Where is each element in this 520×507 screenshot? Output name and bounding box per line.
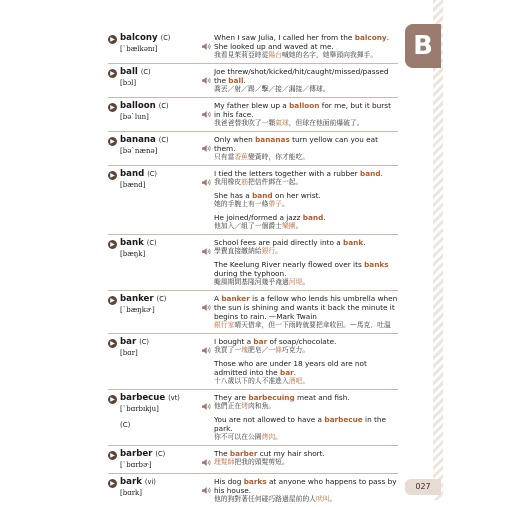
highlighted-term: band <box>359 169 381 178</box>
speaker-icon[interactable] <box>202 35 211 42</box>
text-segment: When I saw Julia, I called her from the <box>214 33 355 42</box>
text-segment: Joe threw/shot/kicked/hit/caught/missed/passed the <box>214 67 389 85</box>
highlighted-term: balloon <box>289 101 320 110</box>
entry-body <box>202 337 398 386</box>
example-chinese <box>214 377 398 386</box>
highlighted-term: band <box>302 213 324 222</box>
text-segment: . <box>243 76 246 85</box>
text-segment: . <box>380 169 383 178</box>
bullet-icon: ▶ <box>108 479 117 488</box>
headword-text: balcony <box>120 33 158 43</box>
example-english <box>214 238 398 247</box>
example-chinese <box>214 433 398 442</box>
highlighted-term: 陽台 <box>268 51 282 59</box>
highlighted-term: barbecue <box>324 415 363 424</box>
headword <box>120 169 202 180</box>
part-of-speech: (C) <box>139 338 149 346</box>
entry-bark <box>108 474 398 507</box>
entry-head <box>108 33 202 60</box>
example-chinese <box>214 119 398 128</box>
highlighted-term: 理髮師 <box>214 458 235 466</box>
bullet-icon: ▶ <box>108 240 117 249</box>
speaker-icon[interactable] <box>202 240 211 247</box>
bullet-icon: ▶ <box>108 35 117 44</box>
bullet-icon: ▶ <box>108 339 117 348</box>
example-chinese <box>214 247 398 256</box>
entry-head <box>108 238 202 287</box>
headword-text: banker <box>120 294 154 304</box>
entry-balloon <box>108 98 398 132</box>
example-chinese <box>214 278 398 287</box>
entry-body <box>202 135 398 162</box>
entry-body <box>202 449 398 470</box>
example <box>214 260 398 287</box>
highlighted-term: 香蕉 <box>234 153 248 161</box>
text-segment: A <box>214 294 222 303</box>
text-segment: 颱風期間基隆河幾乎淹過 <box>214 278 289 286</box>
text-segment: 喬丟／射／踢／擊／接／漏接／傳球。 <box>214 85 330 93</box>
highlighted-term: 塊 <box>241 346 248 354</box>
text-segment: 晴天借傘，但一下雨時就要把傘收回。—馬克．吐溫 <box>234 321 391 329</box>
entry-head <box>108 101 202 128</box>
example-english <box>214 101 398 119</box>
bullet-icon: ▶ <box>108 395 117 404</box>
text-segment: 。 <box>302 278 310 286</box>
headword-text: bark <box>120 477 142 487</box>
entry-balcony <box>108 30 398 64</box>
headword <box>120 393 202 404</box>
example-english <box>214 415 398 433</box>
headword <box>120 135 202 146</box>
highlighted-term: banks <box>364 260 389 269</box>
example <box>214 238 398 256</box>
example-english <box>214 477 398 495</box>
text-segment: 把信件綁在一起。 <box>247 178 303 186</box>
bullet-icon: ▶ <box>108 137 117 146</box>
text-segment: 把我的頭髮剪短。 <box>234 458 289 466</box>
text-segment: 他們正在 <box>214 402 242 410</box>
headword-text: bank <box>120 238 144 248</box>
text-segment: at anyone who happens to pass by his house. <box>214 477 397 495</box>
headword <box>120 67 202 78</box>
entry-banker <box>108 291 398 334</box>
highlighted-term: 吠叫 <box>315 495 330 503</box>
example-english <box>214 191 398 200</box>
phonetic: [ˋbæŋkɚ] <box>120 306 155 314</box>
headword-text: band <box>120 169 145 179</box>
entry-head <box>108 294 202 330</box>
highlighted-term: 帶子 <box>268 200 282 208</box>
speaker-icon[interactable] <box>202 103 211 110</box>
phonetic: [bɑr] <box>120 349 138 357</box>
entry-barber <box>108 446 398 474</box>
text-segment: Only when <box>214 135 256 144</box>
example <box>214 213 398 231</box>
speaker-icon[interactable] <box>202 137 211 144</box>
highlighted-term: bank <box>343 238 364 247</box>
example-english <box>214 135 398 153</box>
phonetic: [bəˋnænə] <box>120 147 158 155</box>
text-segment: They are <box>214 393 249 402</box>
text-segment: I tied the letters together with a rubber <box>214 169 360 178</box>
text-segment: . <box>323 213 326 222</box>
headword <box>120 337 202 348</box>
headword-text: barber <box>120 449 153 459</box>
phonetic: [ˋbɑrbɚ] <box>120 461 152 469</box>
text-segment: meat and fish. <box>294 393 350 402</box>
example-chinese <box>214 346 398 355</box>
phonetic: [bæŋk] <box>120 250 146 258</box>
entry-body <box>202 393 398 442</box>
entry-body <box>202 169 398 231</box>
highlighted-term: 銀行家 <box>214 321 235 329</box>
text-segment: ，但球在他面前爆破了。 <box>288 119 364 127</box>
part-of-speech: (C) <box>158 102 169 110</box>
text-segment: 肉和魚。 <box>247 402 276 410</box>
highlighted-term: 樂團 <box>281 222 296 230</box>
example-english <box>214 33 398 51</box>
text-segment: . <box>293 368 297 377</box>
example-english <box>214 359 398 377</box>
speaker-icon[interactable] <box>202 395 211 402</box>
part-of-speech: (C) <box>156 295 167 303</box>
speaker-icon[interactable] <box>202 479 211 486</box>
phonetic: [bɔl] <box>120 79 137 87</box>
part-of-speech: (C) <box>146 239 157 247</box>
headword <box>120 449 202 460</box>
text-segment: You are not allowed to have a <box>214 415 325 424</box>
part-of-speech: (C) <box>160 34 171 42</box>
example <box>214 33 398 60</box>
text-segment: during the typhoon. <box>214 269 287 278</box>
text-segment: 我爸爸替我吹了一顆 <box>214 119 276 127</box>
entry-body <box>202 101 398 128</box>
entry-head <box>108 337 202 386</box>
text-segment: 。 <box>302 377 310 385</box>
example-chinese <box>214 85 398 94</box>
example <box>214 415 398 442</box>
phonetic: [bɑrk] <box>120 489 143 497</box>
text-segment: 巧克力。 <box>281 346 310 354</box>
text-segment: 。 <box>275 247 282 255</box>
phonetic: [ˋbælkənɪ] <box>120 45 158 53</box>
part-of-speech: (C) <box>158 136 169 144</box>
text-segment: 我買了一 <box>214 346 242 354</box>
text-segment: turn yellow can you eat them. <box>214 135 379 153</box>
entry-body <box>202 238 398 287</box>
text-segment: I bought a <box>214 337 254 346</box>
headword <box>120 33 202 44</box>
example <box>214 67 398 94</box>
text-segment: 喊她的名字，她舉頭向我揮手。 <box>281 51 378 59</box>
headword <box>120 238 202 249</box>
entry-head <box>108 169 202 231</box>
speaker-icon[interactable] <box>202 69 211 76</box>
entry-barbecue <box>108 390 398 446</box>
text-segment: 只有當 <box>214 153 235 161</box>
speaker-icon[interactable] <box>202 339 211 346</box>
text-segment: 他的狗對著任何碰巧路過屋前的人 <box>214 495 316 503</box>
text-segment: 。 <box>295 222 303 230</box>
example-chinese <box>214 222 398 231</box>
highlighted-term: 烤肉 <box>261 433 276 441</box>
example <box>214 449 398 467</box>
headword-text: bar <box>120 337 137 347</box>
speaker-icon[interactable] <box>202 296 211 303</box>
text-segment: of soap/chocolate. <box>267 337 337 346</box>
bullet-icon: ▶ <box>108 171 117 180</box>
highlighted-term: banker <box>221 294 250 303</box>
example <box>214 101 398 128</box>
highlighted-term: bar <box>253 337 268 346</box>
example <box>214 294 398 330</box>
example-english <box>214 337 398 346</box>
example-chinese <box>214 51 398 60</box>
speaker-icon[interactable] <box>202 171 211 178</box>
text-segment: in the park. <box>214 415 387 433</box>
entry-banana <box>108 132 398 166</box>
highlighted-term: bananas <box>255 135 290 144</box>
text-segment: My father blew up a <box>214 101 290 110</box>
entry-band <box>108 166 398 235</box>
entry-bar <box>108 334 398 390</box>
example-english <box>214 294 398 321</box>
text-segment: The Keelung River nearly flowed over its <box>214 260 365 269</box>
text-segment: 我用橡皮 <box>214 178 242 186</box>
text-segment: on her wrist. <box>272 191 321 200</box>
phonetic: [ˋbɑrbɪkju] <box>120 405 159 413</box>
part-of-speech: (vi) <box>144 478 156 486</box>
text-segment: 變黃時，你才能吃。 <box>247 153 310 161</box>
phonetic: [bænd] <box>120 181 146 189</box>
entry-head <box>108 449 202 470</box>
headword-text: balloon <box>120 101 156 111</box>
entry-head <box>108 135 202 162</box>
text-segment: The <box>214 449 230 458</box>
part-of-speech: (C) <box>140 68 151 76</box>
headword <box>120 101 202 112</box>
entry-head <box>108 67 202 94</box>
entry-body <box>202 33 398 60</box>
part-of-speech: (C) <box>147 170 157 178</box>
bullet-icon: ▶ <box>108 69 117 78</box>
example-english <box>214 169 398 178</box>
highlighted-term: 條 <box>275 346 282 354</box>
part-of-speech: (vt) <box>168 394 180 402</box>
text-segment: 他加入／組了一個爵士 <box>214 222 282 230</box>
example-english <box>214 260 398 278</box>
example-english <box>214 449 398 458</box>
entry-body <box>202 294 398 330</box>
example <box>214 393 398 411</box>
highlighted-term: 烤 <box>241 402 248 410</box>
text-segment: Those who are under 18 years old are not admitted into the <box>214 359 367 377</box>
example <box>214 135 398 162</box>
example-chinese <box>214 402 398 411</box>
highlighted-term: ball <box>228 76 244 85</box>
entry-body <box>202 67 398 94</box>
entry-list <box>108 30 398 507</box>
entry-bank <box>108 235 398 291</box>
entry-head <box>108 393 202 442</box>
bullet-icon: ▶ <box>108 451 117 460</box>
example-chinese <box>214 321 398 330</box>
text-segment: 你不可以在公園 <box>214 433 262 441</box>
phonetic: [bəˋlun] <box>120 113 149 121</box>
text-segment: . She looked up and waved at me. <box>214 33 390 51</box>
example-chinese <box>214 458 398 467</box>
example <box>214 191 398 209</box>
text-segment: He joined/formed a jazz <box>214 213 303 222</box>
text-segment: for me, but it burst in his face. <box>214 101 391 119</box>
text-segment: 她的手腕上有一條 <box>214 200 269 208</box>
text-segment: cut my hair short. <box>257 449 325 458</box>
example-chinese <box>214 178 398 187</box>
text-segment: 。 <box>281 200 289 208</box>
page-number: 027 <box>405 479 441 495</box>
example-chinese <box>214 200 398 209</box>
highlighted-term: 筋 <box>241 178 248 186</box>
highlighted-term: band <box>252 191 273 200</box>
text-segment: 。 <box>275 433 282 441</box>
text-segment: . <box>363 238 366 247</box>
text-segment: She has a <box>214 191 253 200</box>
highlighted-term: 氣球 <box>275 119 289 127</box>
highlighted-term: barbecuing <box>248 393 295 402</box>
example-english <box>214 67 398 85</box>
headword-text: banana <box>120 135 156 145</box>
text-segment: 。 <box>329 495 337 503</box>
example <box>214 169 398 187</box>
bullet-icon: ▶ <box>108 103 117 112</box>
text-segment: 我看見茱莉亞時從 <box>214 51 269 59</box>
letter-tab: B <box>405 24 441 68</box>
highlighted-term: balcony <box>354 33 387 42</box>
headword <box>120 477 202 488</box>
text-segment: His dog <box>214 477 244 486</box>
entry-ball <box>108 64 398 98</box>
example <box>214 359 398 386</box>
part-of-speech: (C) <box>155 450 166 458</box>
example <box>214 337 398 355</box>
highlighted-term: 銀行 <box>261 247 276 255</box>
example-english <box>214 213 398 222</box>
highlighted-term: 酒吧 <box>288 377 303 385</box>
text-segment: 學費直接繳納給 <box>214 247 262 255</box>
headword-text: ball <box>120 67 138 77</box>
highlighted-term: bar <box>280 368 294 377</box>
text-segment: is a fellow who lends his umbrella when the sun is shining and wants it back the minute it begins to rain. —Mark Twain <box>214 294 398 321</box>
example-chinese <box>214 153 398 162</box>
text-segment: 十八歲以下的人不准進入 <box>214 377 289 385</box>
part-of-speech-secondary: (C) <box>120 421 131 429</box>
example-english <box>214 393 398 402</box>
text-segment: School fees are paid directly into a <box>214 238 344 247</box>
bullet-icon: ▶ <box>108 296 117 305</box>
highlighted-term: barber <box>229 449 258 458</box>
highlighted-term: barks <box>243 477 267 486</box>
text-segment: 肥皂／一 <box>247 346 276 354</box>
headword-text: barbecue <box>120 393 166 403</box>
page-edge-stripe <box>433 0 443 500</box>
speaker-icon[interactable] <box>202 451 211 458</box>
headword <box>120 294 202 305</box>
highlighted-term: 河堤 <box>288 278 303 286</box>
